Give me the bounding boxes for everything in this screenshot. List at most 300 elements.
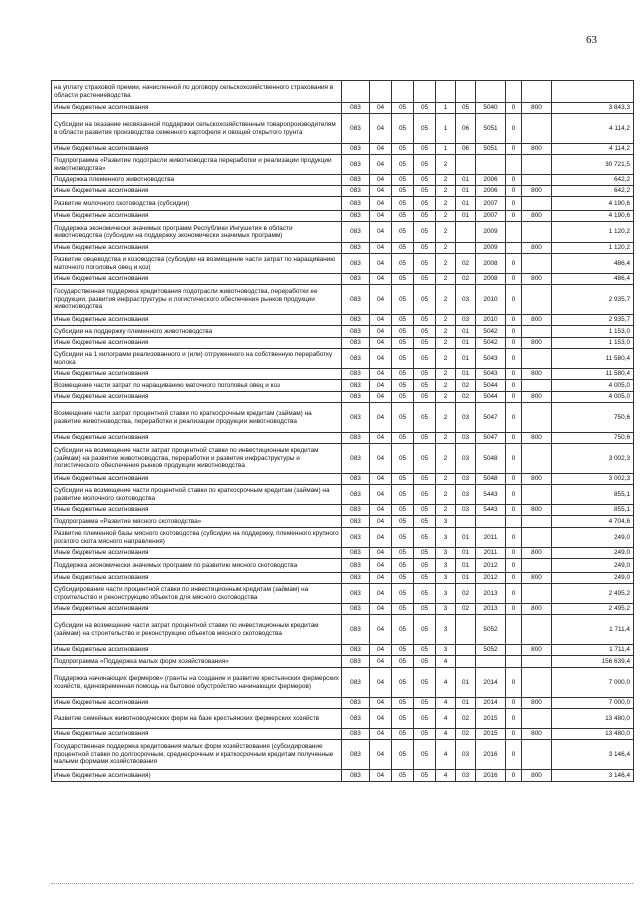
row-amount: 855,1 <box>552 505 634 516</box>
row-program: 05 <box>414 729 436 740</box>
row-podrazdel: 05 <box>392 338 414 349</box>
row-amount: 7 000,0 <box>552 698 634 709</box>
row-direction: 2011 <box>476 548 506 559</box>
row-event: 03 <box>456 474 476 485</box>
row-direction: 2015 <box>476 709 506 729</box>
table-row <box>52 211 634 222</box>
row-code-suffix: 0 <box>506 144 522 155</box>
row-razdel: 04 <box>370 392 392 403</box>
row-amount: 642,2 <box>552 175 634 186</box>
row-grbs <box>342 81 370 103</box>
row-expense-type: 800 <box>522 729 552 740</box>
row-program: 05 <box>414 175 436 186</box>
row-expense-type <box>522 81 552 103</box>
row-expense-type: 800 <box>522 186 552 197</box>
row-amount: 1 153,0 <box>552 338 634 349</box>
table-row <box>52 392 634 403</box>
row-program: 05 <box>414 615 436 645</box>
row-razdel: 04 <box>370 338 392 349</box>
row-direction <box>476 81 506 103</box>
row-grbs: 083 <box>342 505 370 516</box>
table-row <box>52 103 634 114</box>
row-code-suffix: 0 <box>506 698 522 709</box>
row-program: 05 <box>414 222 436 243</box>
row-code-suffix: 0 <box>506 285 522 315</box>
row-subprogram: 2 <box>436 444 456 474</box>
row-podrazdel: 05 <box>392 326 414 338</box>
row-subprogram: 2 <box>436 222 456 243</box>
row-program: 05 <box>414 528 436 548</box>
row-subprogram: 2 <box>436 349 456 369</box>
row-direction: 2013 <box>476 584 506 604</box>
row-subprogram: 1 <box>436 103 456 114</box>
row-direction: 2006 <box>476 186 506 197</box>
row-program: 05 <box>414 369 436 380</box>
row-subprogram: 2 <box>436 285 456 315</box>
row-expense-type: 800 <box>522 369 552 380</box>
row-event: 01 <box>456 528 476 548</box>
row-code-suffix <box>506 516 522 528</box>
row-direction: 5047 <box>476 403 506 433</box>
row-subprogram: 2 <box>436 433 456 444</box>
table-row <box>52 656 634 668</box>
row-razdel: 04 <box>370 584 392 604</box>
row-subprogram: 4 <box>436 770 456 782</box>
row-event: 01 <box>456 197 476 211</box>
row-code-suffix: 0 <box>506 485 522 505</box>
row-amount: 4 114,2 <box>552 144 634 155</box>
row-name: Иные бюджетные ассигнования <box>52 211 342 222</box>
row-grbs: 083 <box>342 433 370 444</box>
row-direction <box>476 155 506 175</box>
row-code-suffix <box>506 155 522 175</box>
row-expense-type <box>522 175 552 186</box>
row-direction: 2011 <box>476 528 506 548</box>
table-row <box>52 175 634 186</box>
row-direction: 2016 <box>476 740 506 770</box>
row-code-suffix: 0 <box>506 315 522 326</box>
row-name: Иные бюджетные ассигнования <box>52 645 342 656</box>
row-grbs: 083 <box>342 444 370 474</box>
row-name: Иные бюджетные ассигнования <box>52 369 342 380</box>
row-razdel: 04 <box>370 615 392 645</box>
row-subprogram: 3 <box>436 516 456 528</box>
row-expense-type <box>522 559 552 573</box>
row-grbs: 083 <box>342 197 370 211</box>
row-amount: 4 005,0 <box>552 392 634 403</box>
row-name: Иные бюджетные ассигнования <box>52 505 342 516</box>
row-code-suffix: 0 <box>506 254 522 274</box>
row-grbs: 083 <box>342 186 370 197</box>
row-subprogram <box>436 81 456 103</box>
row-expense-type: 800 <box>522 392 552 403</box>
row-subprogram: 4 <box>436 729 456 740</box>
row-expense-type <box>522 584 552 604</box>
table-row <box>52 338 634 349</box>
row-program: 05 <box>414 573 436 584</box>
row-code-suffix <box>506 645 522 656</box>
row-expense-type: 800 <box>522 548 552 559</box>
row-amount: 1 120,2 <box>552 222 634 243</box>
row-event: 01 <box>456 548 476 559</box>
row-direction: 5042 <box>476 338 506 349</box>
row-razdel: 04 <box>370 211 392 222</box>
row-podrazdel: 05 <box>392 197 414 211</box>
row-event: 01 <box>456 369 476 380</box>
row-razdel: 04 <box>370 770 392 782</box>
row-grbs: 083 <box>342 559 370 573</box>
row-code-suffix: 0 <box>506 528 522 548</box>
row-amount: 3 002,3 <box>552 444 634 474</box>
row-name: Иные бюджетные ассигнования <box>52 338 342 349</box>
row-grbs: 083 <box>342 485 370 505</box>
row-code-suffix: 0 <box>506 403 522 433</box>
row-grbs: 083 <box>342 403 370 433</box>
row-expense-type: 800 <box>522 211 552 222</box>
row-razdel: 04 <box>370 433 392 444</box>
row-expense-type: 800 <box>522 338 552 349</box>
row-grbs: 083 <box>342 254 370 274</box>
row-razdel: 04 <box>370 516 392 528</box>
row-razdel: 04 <box>370 254 392 274</box>
row-code-suffix <box>506 222 522 243</box>
row-program: 05 <box>414 144 436 155</box>
row-name: Поддержка начинающих фермеров» (гранты на создание и развитие крестьянских фермерских хозяйств, единовременная помощь на бытовое обустройство начинающих фермеров) <box>52 668 342 698</box>
row-razdel: 04 <box>370 485 392 505</box>
row-podrazdel: 05 <box>392 349 414 369</box>
table-row <box>52 668 634 698</box>
row-razdel: 04 <box>370 559 392 573</box>
row-name: Иные бюджетные ассигнования <box>52 604 342 615</box>
row-direction: 5047 <box>476 433 506 444</box>
row-subprogram: 3 <box>436 604 456 615</box>
row-direction: 2010 <box>476 315 506 326</box>
row-name: Иные бюджетные ассигнования <box>52 573 342 584</box>
row-program: 05 <box>414 186 436 197</box>
row-name: Иные бюджетные ассигнования <box>52 698 342 709</box>
row-direction: 5048 <box>476 444 506 474</box>
row-grbs: 083 <box>342 474 370 485</box>
row-subprogram: 4 <box>436 656 456 668</box>
row-razdel: 04 <box>370 668 392 698</box>
row-program: 05 <box>414 474 436 485</box>
row-expense-type: 800 <box>522 770 552 782</box>
row-subprogram: 3 <box>436 615 456 645</box>
row-name: Подпрограмма «Развитие подотрасли животноводства переработки и реализации продукции животноводства» <box>52 155 342 175</box>
row-program: 05 <box>414 155 436 175</box>
row-direction: 5044 <box>476 380 506 392</box>
row-direction: 2009 <box>476 222 506 243</box>
row-event: 02 <box>456 274 476 285</box>
row-amount: 4 005,0 <box>552 380 634 392</box>
row-direction: 5051 <box>476 114 506 144</box>
table-body <box>52 81 634 782</box>
row-expense-type: 800 <box>522 433 552 444</box>
row-event: 01 <box>456 186 476 197</box>
row-name: Иные бюджетные ассигнования <box>52 392 342 403</box>
row-subprogram: 2 <box>436 315 456 326</box>
table-row <box>52 474 634 485</box>
row-podrazdel: 05 <box>392 656 414 668</box>
row-subprogram: 2 <box>436 186 456 197</box>
row-amount: 11 580,4 <box>552 349 634 369</box>
row-name: на уплату страховой премии, начисленной по договору сельскохозяйственного страхования в области растениеводства <box>52 81 342 103</box>
row-amount: 13 480,0 <box>552 709 634 729</box>
row-subprogram: 1 <box>436 114 456 144</box>
row-name: Субсидии на 1 килограмм реализованного и (или) отгруженного на собственную переработку молока <box>52 349 342 369</box>
row-event: 03 <box>456 433 476 444</box>
table-row <box>52 380 634 392</box>
row-podrazdel: 05 <box>392 645 414 656</box>
row-grbs: 083 <box>342 326 370 338</box>
row-event: 02 <box>456 380 476 392</box>
row-podrazdel: 05 <box>392 505 414 516</box>
table-row <box>52 604 634 615</box>
row-program: 05 <box>414 485 436 505</box>
row-subprogram: 2 <box>436 338 456 349</box>
row-subprogram: 2 <box>436 197 456 211</box>
row-amount: 30 721,5 <box>552 155 634 175</box>
row-subprogram: 2 <box>436 175 456 186</box>
row-program <box>414 81 436 103</box>
row-event <box>456 155 476 175</box>
table-row <box>52 528 634 548</box>
row-razdel: 04 <box>370 285 392 315</box>
row-program: 05 <box>414 770 436 782</box>
row-event: 01 <box>456 573 476 584</box>
row-name: Государственная поддержка кредитования подотрасли животноводства, переработки ее продукции, развития инфраструктуры и логистического обеспечения рынков продукции животноводства <box>52 285 342 315</box>
row-razdel <box>370 81 392 103</box>
row-expense-type <box>522 528 552 548</box>
row-podrazdel: 05 <box>392 403 414 433</box>
row-event: 06 <box>456 144 476 155</box>
row-direction <box>476 516 506 528</box>
row-expense-type: 800 <box>522 474 552 485</box>
row-expense-type: 800 <box>522 573 552 584</box>
table-row <box>52 444 634 474</box>
row-razdel: 04 <box>370 222 392 243</box>
row-podrazdel: 05 <box>392 729 414 740</box>
row-razdel: 04 <box>370 369 392 380</box>
footer-divider <box>51 883 633 884</box>
row-program: 05 <box>414 380 436 392</box>
row-direction: 2012 <box>476 573 506 584</box>
row-code-suffix: 0 <box>506 175 522 186</box>
table-row <box>52 516 634 528</box>
row-direction: 2010 <box>476 285 506 315</box>
row-direction: 2012 <box>476 559 506 573</box>
row-name: Иные бюджетные ассигнования <box>52 186 342 197</box>
row-event: 03 <box>456 403 476 433</box>
row-direction: 2013 <box>476 604 506 615</box>
row-expense-type <box>522 197 552 211</box>
row-direction: 2015 <box>476 729 506 740</box>
row-program: 05 <box>414 285 436 315</box>
row-amount: 750,6 <box>552 403 634 433</box>
row-event <box>456 243 476 254</box>
row-code-suffix: 0 <box>506 709 522 729</box>
table-row <box>52 114 634 144</box>
row-amount: 11 580,4 <box>552 369 634 380</box>
row-subprogram: 3 <box>436 573 456 584</box>
row-amount: 249,0 <box>552 528 634 548</box>
row-razdel: 04 <box>370 698 392 709</box>
row-grbs: 083 <box>342 103 370 114</box>
row-subprogram: 4 <box>436 709 456 729</box>
table-row <box>52 709 634 729</box>
row-name: Иные бюджетные ассигнования <box>52 315 342 326</box>
row-razdel: 04 <box>370 729 392 740</box>
row-expense-type <box>522 285 552 315</box>
row-code-suffix: 0 <box>506 433 522 444</box>
row-expense-type <box>522 444 552 474</box>
row-program: 05 <box>414 197 436 211</box>
row-podrazdel: 05 <box>392 392 414 403</box>
row-name: Иные бюджетные ассигнования <box>52 243 342 254</box>
row-event: 01 <box>456 338 476 349</box>
table-row <box>52 740 634 770</box>
row-code-suffix: 0 <box>506 474 522 485</box>
row-direction: 5051 <box>476 144 506 155</box>
row-name: Субсидирование части процентной ставки по инвестиционным кредитам (займам) на строительство и реконструкцию объектов для мясного скотоводства <box>52 584 342 604</box>
row-podrazdel: 05 <box>392 668 414 698</box>
row-grbs: 083 <box>342 243 370 254</box>
row-razdel: 04 <box>370 573 392 584</box>
row-amount: 1 120,2 <box>552 243 634 254</box>
row-name: Субсидии на возмещение части процентной ставки по краткосрочным кредитам (займам) на развитие молочного скотоводства <box>52 485 342 505</box>
row-razdel: 04 <box>370 175 392 186</box>
row-subprogram: 2 <box>436 369 456 380</box>
row-podrazdel: 05 <box>392 433 414 444</box>
row-event <box>456 222 476 243</box>
row-name: Развитие семейных животноводческих ферм на базе крестьянских фермерских хозяйств <box>52 709 342 729</box>
row-program: 05 <box>414 584 436 604</box>
row-code-suffix: 0 <box>506 668 522 698</box>
row-event: 03 <box>456 505 476 516</box>
row-expense-type <box>522 349 552 369</box>
row-grbs: 083 <box>342 338 370 349</box>
row-amount: 1 711,4 <box>552 645 634 656</box>
row-razdel: 04 <box>370 197 392 211</box>
row-name: Иные бюджетные ассигнования <box>52 474 342 485</box>
row-podrazdel: 05 <box>392 559 414 573</box>
row-program: 05 <box>414 114 436 144</box>
row-podrazdel: 05 <box>392 516 414 528</box>
row-code-suffix: 0 <box>506 186 522 197</box>
row-event: 01 <box>456 559 476 573</box>
row-direction: 5048 <box>476 474 506 485</box>
row-code-suffix <box>506 81 522 103</box>
table-row <box>52 505 634 516</box>
row-podrazdel: 05 <box>392 254 414 274</box>
row-name: Иные бюджетные ассигнования) <box>52 770 342 782</box>
row-subprogram: 2 <box>436 474 456 485</box>
table-row <box>52 254 634 274</box>
row-name: Иные бюджетные ассигнования <box>52 103 342 114</box>
row-program: 05 <box>414 315 436 326</box>
row-razdel: 04 <box>370 656 392 668</box>
row-program: 05 <box>414 338 436 349</box>
row-code-suffix: 0 <box>506 770 522 782</box>
row-program: 05 <box>414 403 436 433</box>
row-code-suffix: 0 <box>506 573 522 584</box>
row-podrazdel: 05 <box>392 114 414 144</box>
row-podrazdel: 05 <box>392 243 414 254</box>
row-direction: 2016 <box>476 770 506 782</box>
row-podrazdel: 05 <box>392 528 414 548</box>
row-subprogram: 2 <box>436 326 456 338</box>
row-name: Иные бюджетные ассигнования <box>52 144 342 155</box>
row-grbs: 083 <box>342 709 370 729</box>
row-program: 05 <box>414 645 436 656</box>
row-razdel: 04 <box>370 144 392 155</box>
row-event: 02 <box>456 604 476 615</box>
row-code-suffix: 0 <box>506 338 522 349</box>
row-grbs: 083 <box>342 516 370 528</box>
row-code-suffix: 0 <box>506 380 522 392</box>
row-event <box>456 656 476 668</box>
row-name: Субсидии на возмещение части затрат процентной ставки по инвестиционным кредитам (займам) на строительство и реконструкцию объектов мясного скотоводства <box>52 615 342 645</box>
row-amount: 1 711,4 <box>552 615 634 645</box>
row-podrazdel: 05 <box>392 604 414 615</box>
table-row <box>52 315 634 326</box>
row-program: 05 <box>414 243 436 254</box>
row-name: Возмещение части затрат процентной ставки по краткосрочным кредитам (займам) на развитие животноводства, переработки и реализации продукции животноводства <box>52 403 342 433</box>
row-name: Развитие овцеводства и козоводства (субсидии на возмещение части затрат по наращиванию маточного поголовья овец и коз) <box>52 254 342 274</box>
row-expense-type <box>522 326 552 338</box>
row-code-suffix <box>506 615 522 645</box>
row-podrazdel: 05 <box>392 144 414 155</box>
table-row <box>52 698 634 709</box>
row-amount: 249,0 <box>552 573 634 584</box>
row-name: Государственная поддержка кредитования малых форм хозяйствования (субсидирование процентной ставки по долгосрочным, среднесрочным и краткосрочным кредитам полученные малыми формами хозяйствования <box>52 740 342 770</box>
row-direction: 5443 <box>476 485 506 505</box>
row-grbs: 083 <box>342 392 370 403</box>
row-direction: 5052 <box>476 645 506 656</box>
row-subprogram: 2 <box>436 211 456 222</box>
row-program: 05 <box>414 103 436 114</box>
row-amount: 486,4 <box>552 274 634 285</box>
row-program: 05 <box>414 709 436 729</box>
table-row <box>52 155 634 175</box>
row-amount: 3 002,3 <box>552 474 634 485</box>
row-direction: 5043 <box>476 349 506 369</box>
row-expense-type: 800 <box>522 103 552 114</box>
row-event: 01 <box>456 349 476 369</box>
row-event: 02 <box>456 254 476 274</box>
table-row <box>52 197 634 211</box>
row-amount: 2 935,7 <box>552 285 634 315</box>
row-program: 05 <box>414 211 436 222</box>
row-direction: 5040 <box>476 103 506 114</box>
row-event: 06 <box>456 114 476 144</box>
row-amount: 3 146,4 <box>552 770 634 782</box>
row-grbs: 083 <box>342 584 370 604</box>
row-expense-type <box>522 668 552 698</box>
row-amount: 2 495,2 <box>552 584 634 604</box>
row-grbs: 083 <box>342 740 370 770</box>
row-grbs: 083 <box>342 698 370 709</box>
row-subprogram: 4 <box>436 668 456 698</box>
row-name: Субсидии на оказание несвязанной поддержки сельскохозяйственным товаропроизводителям в области развития производства семенного картофеля и овощей открытого грунта <box>52 114 342 144</box>
row-event: 02 <box>456 709 476 729</box>
row-event: 01 <box>456 326 476 338</box>
row-amount: 855,1 <box>552 485 634 505</box>
table-row <box>52 222 634 243</box>
row-direction: 2008 <box>476 274 506 285</box>
row-name: Развитие молочного скотоводства (субсидии) <box>52 197 342 211</box>
row-grbs: 083 <box>342 285 370 315</box>
